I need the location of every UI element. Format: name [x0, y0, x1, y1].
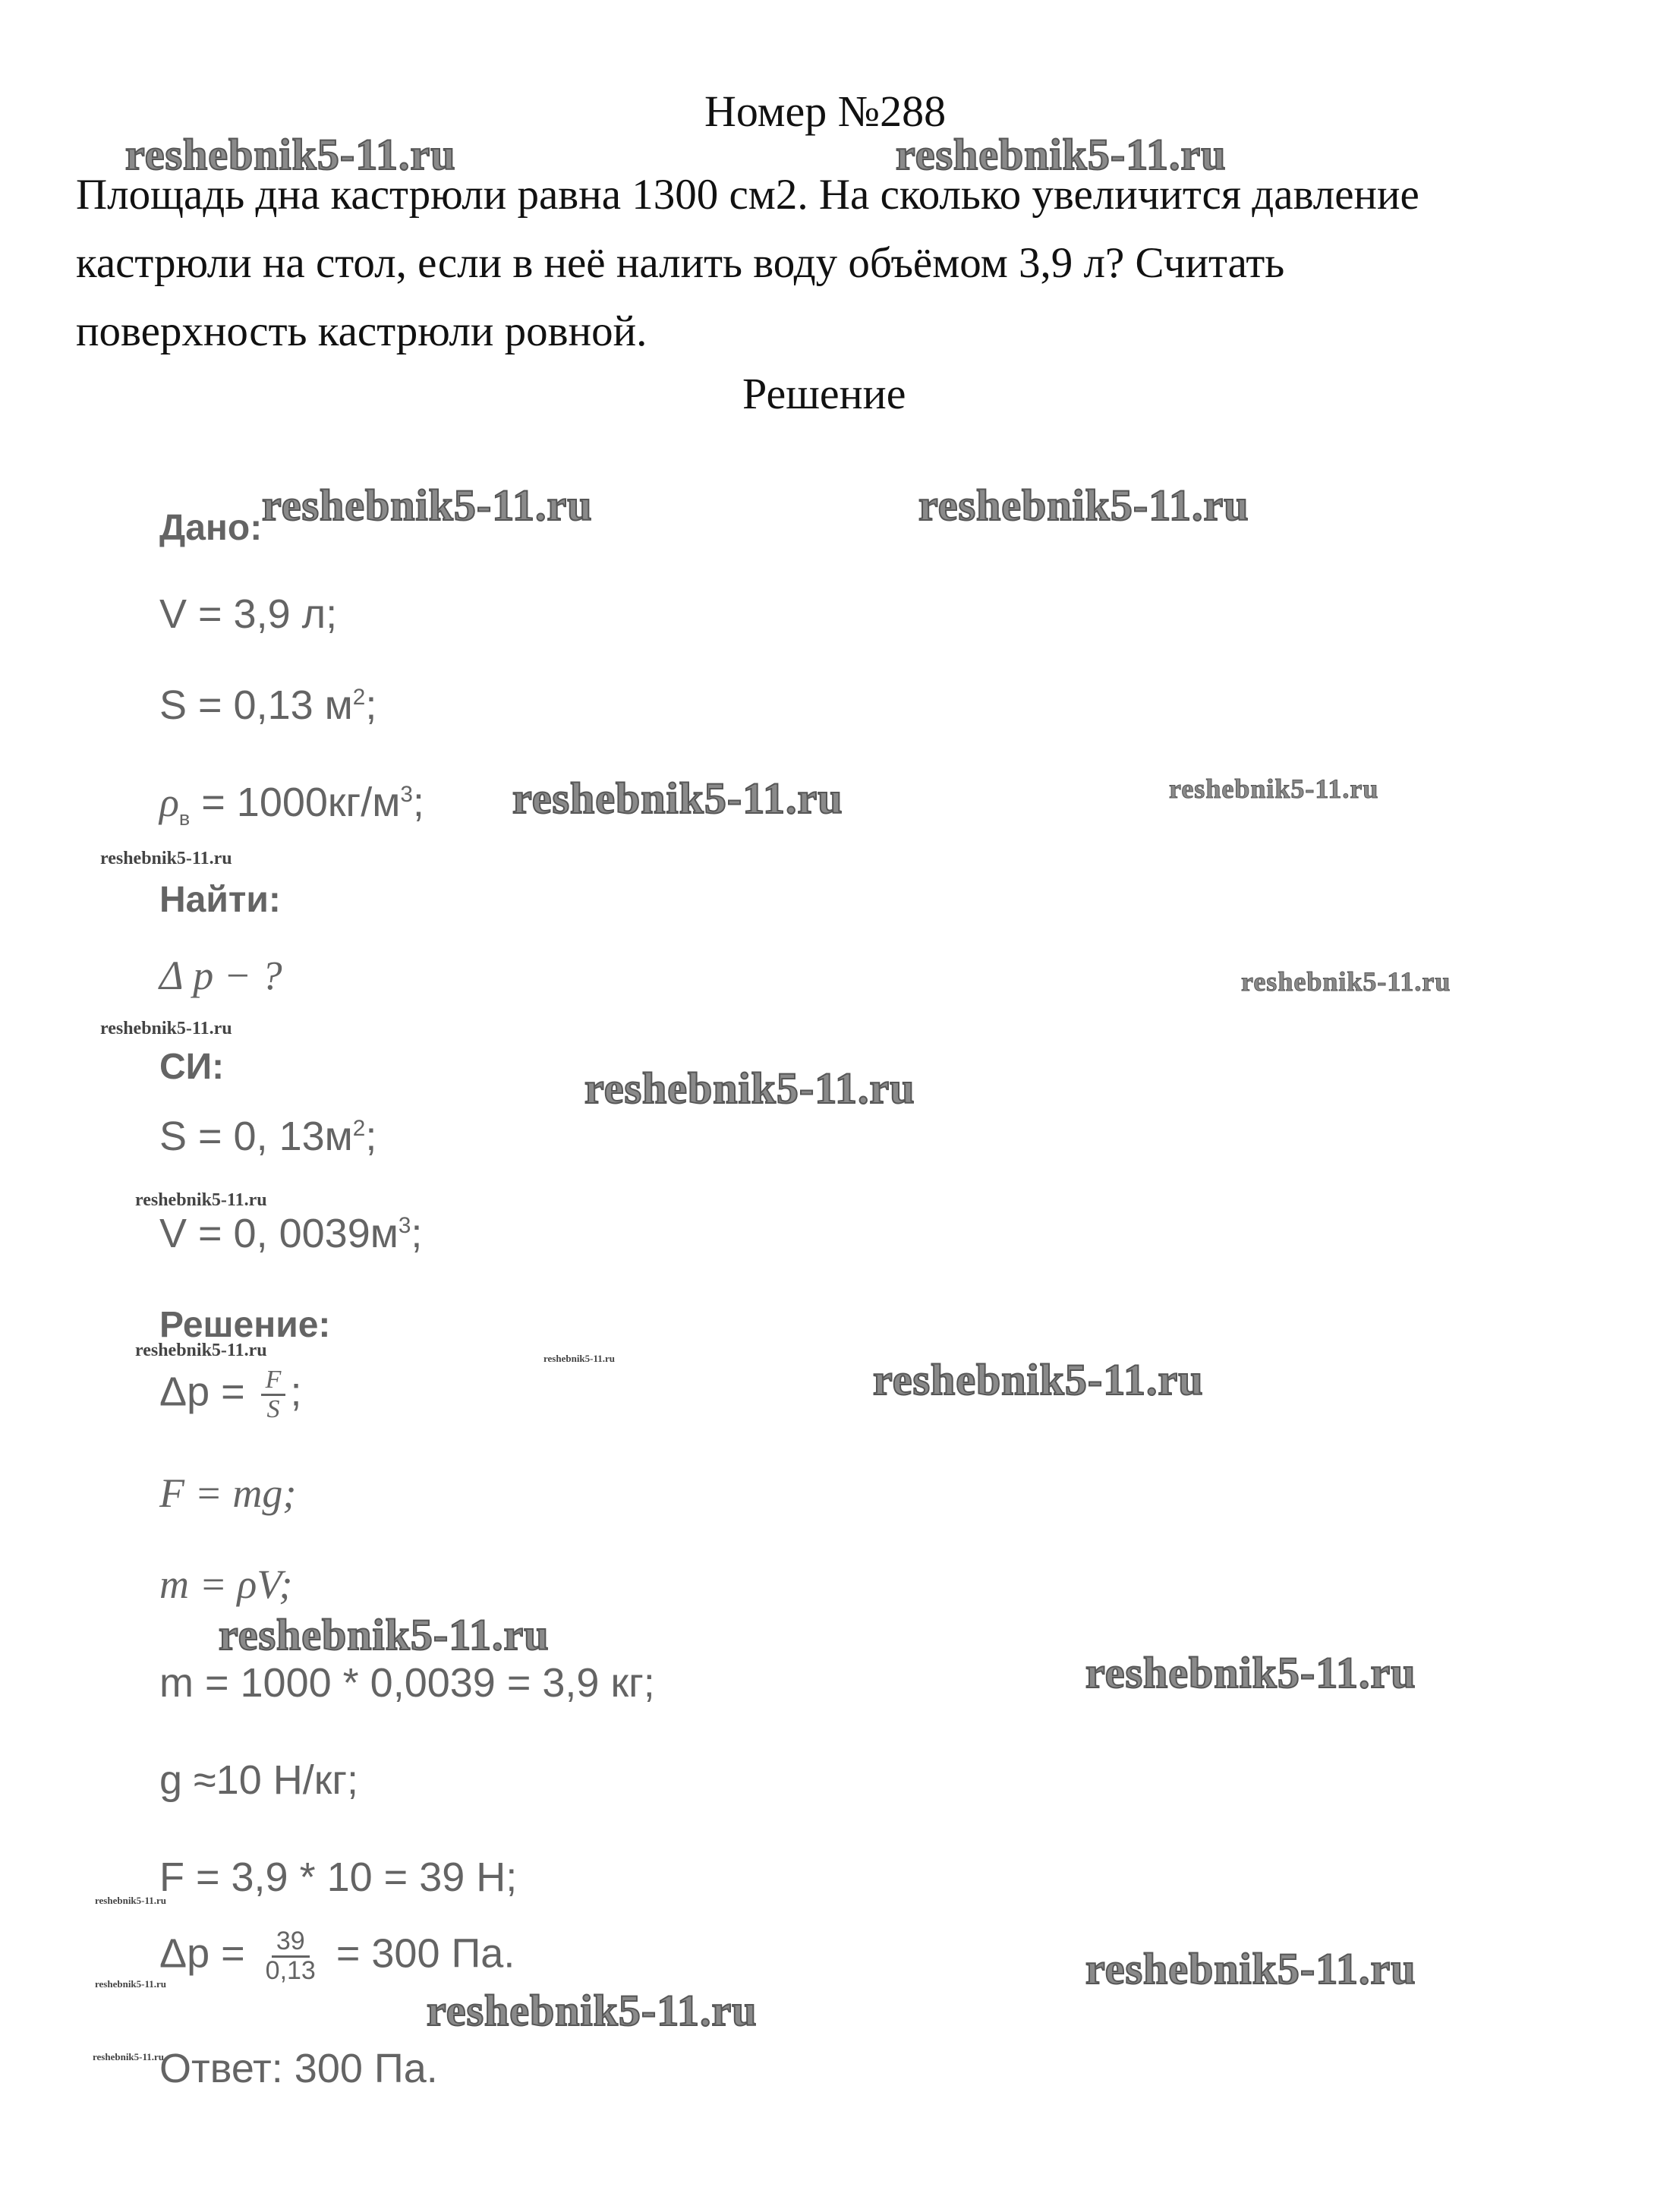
find-delta-p: Δ p − ?	[159, 953, 282, 998]
watermark: reshebnik5-11.ru	[896, 130, 1227, 179]
formula-force: F = mg;	[159, 1470, 297, 1516]
watermark: reshebnik5-11.ru	[427, 1986, 758, 2035]
watermark: reshebnik5-11.ru	[95, 1895, 167, 1906]
given-area: S = 0,13 $м^2$;	[159, 682, 377, 728]
watermark: reshebnik5-11.ru	[262, 481, 593, 530]
watermark: reshebnik5-11.ru	[100, 1019, 232, 1038]
watermark: reshebnik5-11.ru	[873, 1355, 1204, 1404]
watermark: reshebnik5-11.ru	[918, 481, 1249, 530]
problem-line-2: кастрюли на стол, если в неё налить воду объёмом 3,9 л? Считать	[76, 239, 1285, 287]
watermark: reshebnik5-11.ru	[1085, 1944, 1416, 1993]
problem-line-1: Площадь дна кастрюли равна 1300 см2. На сколько увеличится давление	[76, 171, 1419, 219]
si-heading: СИ:	[159, 1047, 225, 1087]
fraction-f-over-s: $\frac{F}{S}$	[261, 1366, 286, 1423]
watermark: reshebnik5-11.ru	[1241, 966, 1451, 997]
fraction-39-over-013: $\frac{39}{0,13}$	[265, 1927, 316, 1985]
solution-steps-heading: Решение:	[159, 1305, 331, 1345]
formula-pressure: Δp = $\frac{F}{S}$ ;	[159, 1366, 302, 1423]
find-heading: Найти:	[159, 880, 281, 920]
watermark: reshebnik5-11.ru	[512, 774, 843, 823]
watermark: reshebnik5-11.ru	[135, 1341, 267, 1360]
calc-mass: m = 1000 * 0,0039 = 3,9 кг;	[159, 1660, 655, 1706]
problem-line-3: поверхность кастрюли ровной.	[76, 307, 647, 355]
formula-mass: m = ρV;	[159, 1561, 293, 1607]
watermark: reshebnik5-11.ru	[1169, 774, 1379, 804]
calc-force: F = 3,9 * 10 = 39 Н;	[159, 1854, 518, 1900]
watermark: reshebnik5-11.ru	[93, 2051, 165, 2062]
problem-statement	[76, 161, 1564, 366]
watermark: reshebnik5-11.ru	[135, 1190, 267, 1210]
gravity-value: g ≈10 Н/кг;	[159, 1757, 359, 1803]
si-area: S = 0, $13м^2$;	[159, 1114, 377, 1159]
watermark: reshebnik5-11.ru	[543, 1353, 616, 1364]
document-number: Номер №288	[704, 87, 947, 136]
watermark: reshebnik5-11.ru	[1085, 1648, 1416, 1697]
watermark: reshebnik5-11.ru	[95, 1978, 167, 1990]
given-volume: V = 3,9 л;	[159, 591, 338, 637]
watermark: reshebnik5-11.ru	[100, 849, 232, 868]
calc-pressure: Δp = $\frac{39}{0,13}$ = 300 Па.	[159, 1927, 515, 1985]
watermark: reshebnik5-11.ru	[125, 130, 456, 179]
watermark: reshebnik5-11.ru	[219, 1610, 550, 1659]
watermark: reshebnik5-11.ru	[584, 1063, 915, 1113]
given-heading: Дано:	[159, 508, 263, 548]
si-volume: V = 0, $0039м^3$;	[159, 1211, 423, 1256]
given-density: $\rho_в = 1000кг/м^3$;	[159, 780, 424, 830]
solution-heading: Решение	[742, 369, 906, 418]
answer: Ответ: 300 Па.	[159, 2046, 438, 2091]
